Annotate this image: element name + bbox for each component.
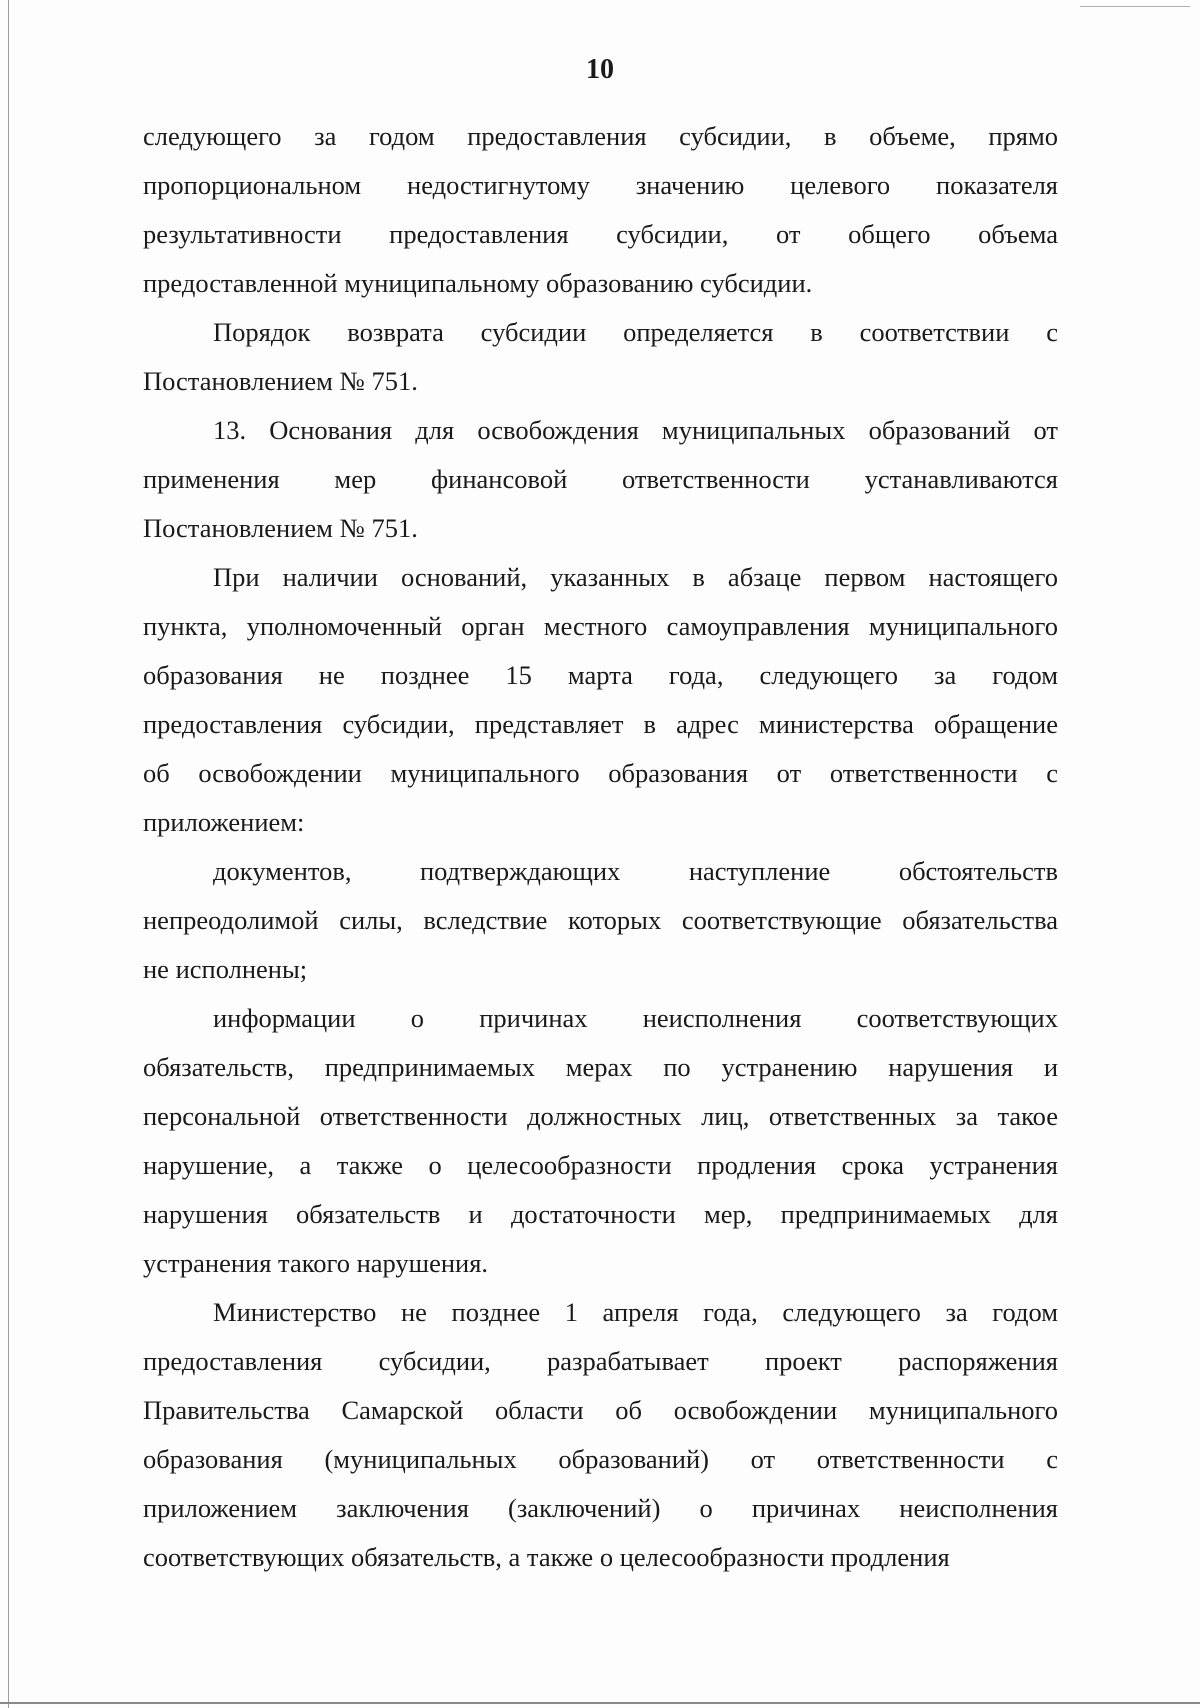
text-line: обязательств, предпринимаемых мерах по устранению нарушения и xyxy=(143,1051,1058,1082)
text-line: нарушение, а также о целесообразности продления срока устранения xyxy=(143,1149,1058,1180)
text-line: документов, подтверждающих наступление обстоятельств xyxy=(213,855,1058,886)
text-line: не исполнены; xyxy=(143,953,308,984)
text-line: предоставления субсидии, разрабатывает проект распоряжения xyxy=(143,1345,1058,1376)
text-line: Постановлением № 751. xyxy=(143,512,418,543)
text-line: результативности предоставления субсидии, от общего объема xyxy=(143,218,1058,249)
text-line: следующего за годом предоставления субсидии, в объеме, прямо xyxy=(143,120,1058,151)
text-line: 13. Основания для освобождения муниципальных образований от xyxy=(213,414,1058,445)
paragraph xyxy=(143,406,1058,553)
paragraph xyxy=(143,1288,1058,1582)
text-line: приложением: xyxy=(143,806,305,837)
text-line: устранения такого нарушения. xyxy=(143,1247,489,1278)
paragraph xyxy=(143,553,1058,847)
text-line: пропорциональном недостигнутому значению целевого показателя xyxy=(143,169,1058,200)
text-line: приложением заключения (заключений) о причинах неисполнения xyxy=(143,1492,1058,1523)
scan-edge-bottom xyxy=(0,1702,1200,1704)
text-line: Порядок возврата субсидии определяется в соответствии с xyxy=(213,316,1058,347)
scan-edge-top xyxy=(1080,6,1190,7)
paragraph xyxy=(143,994,1058,1288)
text-line: предоставленной муниципальному образованию субсидии. xyxy=(143,267,813,298)
text-line: образования не позднее 15 марта года, следующего за годом xyxy=(143,659,1058,690)
text-line: При наличии оснований, указанных в абзаце первом настоящего xyxy=(213,561,1058,592)
text-line: нарушения обязательств и достаточности мер, предпринимаемых для xyxy=(143,1198,1058,1229)
text-line: Постановлением № 751. xyxy=(143,365,418,396)
paragraph xyxy=(143,308,1058,406)
page-number: 10 xyxy=(586,54,614,85)
paragraph xyxy=(143,112,1058,308)
scan-edge-left xyxy=(8,0,9,1708)
text-line: об освобождении муниципального образования от ответственности с xyxy=(143,757,1058,788)
text-line: соответствующих обязательств, а также о целесообразности продления xyxy=(143,1541,950,1572)
text-line: применения мер финансовой ответственности устанавливаются xyxy=(143,463,1058,494)
text-line: Министерство не позднее 1 апреля года, следующего за годом xyxy=(213,1296,1058,1327)
document-body xyxy=(143,112,1058,1582)
text-line: пункта, уполномоченный орган местного самоуправления муниципального xyxy=(143,610,1058,641)
text-line: предоставления субсидии, представляет в адрес министерства обращение xyxy=(143,708,1058,739)
text-line: непреодолимой силы, вследствие которых соответствующие обязательства xyxy=(143,904,1058,935)
text-line: Правительства Самарской области об освобождении муниципального xyxy=(143,1394,1058,1425)
paragraph xyxy=(143,847,1058,994)
text-line: персональной ответственности должностных лиц, ответственных за такое xyxy=(143,1100,1058,1131)
text-line: информации о причинах неисполнения соответствующих xyxy=(213,1002,1058,1033)
text-line: образования (муниципальных образований) от ответственности с xyxy=(143,1443,1058,1474)
